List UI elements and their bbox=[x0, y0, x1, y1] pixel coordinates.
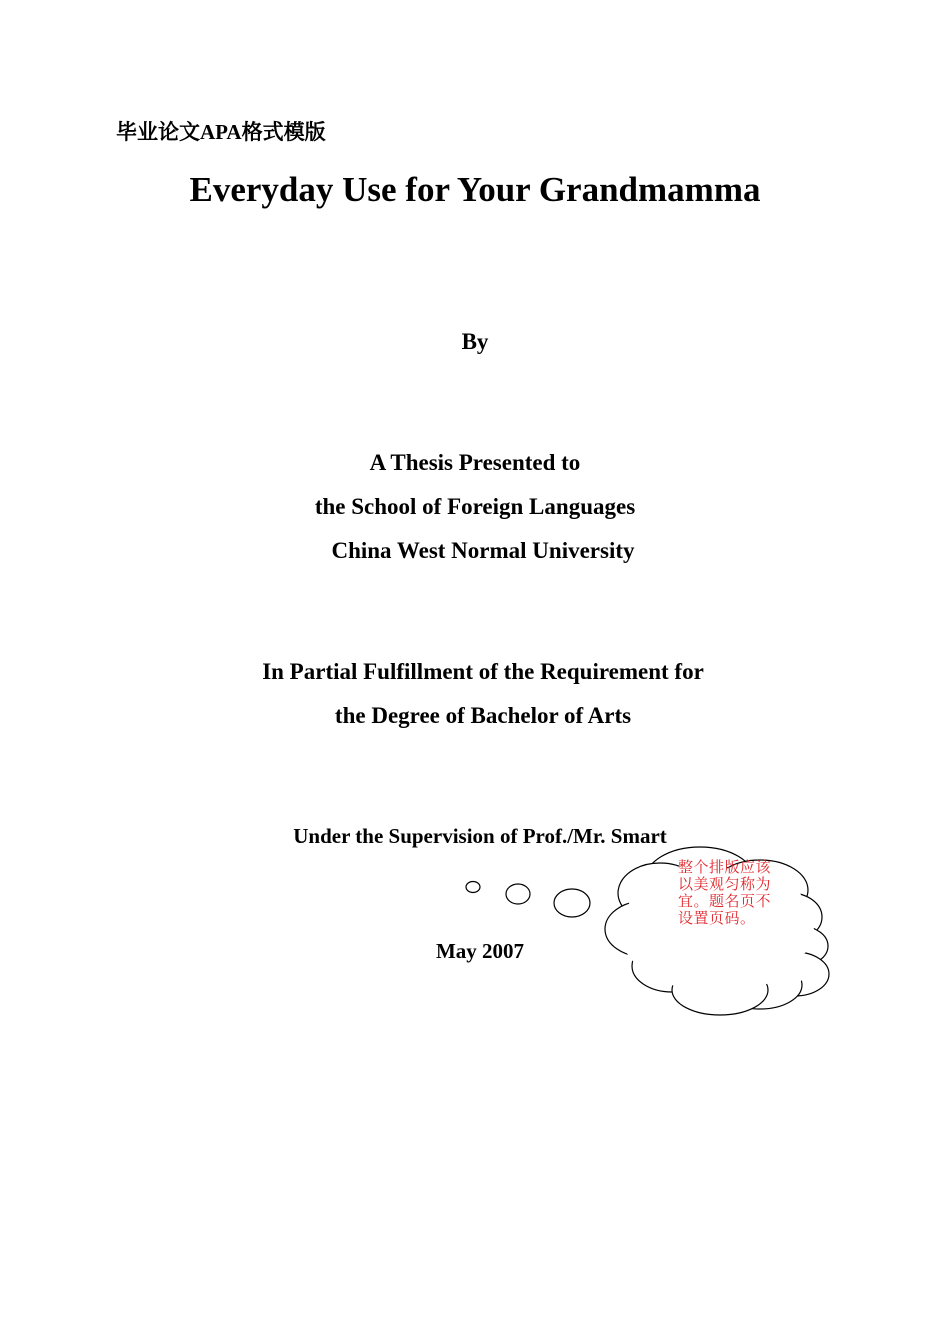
submission-date: May 2007 bbox=[435, 939, 525, 963]
thought-bubble-dot-small bbox=[466, 882, 480, 893]
fulfillment-line-1: In Partial Fulfillment of the Requirement for bbox=[262, 659, 704, 684]
thought-bubble-dot-large bbox=[554, 889, 590, 917]
callout-comment-text: 整个排版应该以美观匀称为宜。题名页不设置页码。 bbox=[678, 858, 772, 927]
template-label: 毕业论文APA格式模版 bbox=[116, 120, 326, 144]
presentation-line-2: the School of Foreign Languages bbox=[314, 494, 636, 519]
supervision-line: Under the Supervision of Prof./Mr. Smart bbox=[293, 824, 667, 848]
presentation-line-3: China West Normal University bbox=[331, 538, 635, 563]
thought-bubble-callout bbox=[460, 838, 840, 1023]
thought-bubble-dot-medium bbox=[506, 884, 530, 904]
thesis-title: Everyday Use for Your Grandmamma bbox=[189, 170, 761, 209]
author-by-line: By bbox=[461, 329, 489, 354]
presentation-line-1: A Thesis Presented to bbox=[369, 450, 581, 475]
fulfillment-line-2: the Degree of Bachelor of Arts bbox=[334, 703, 632, 728]
